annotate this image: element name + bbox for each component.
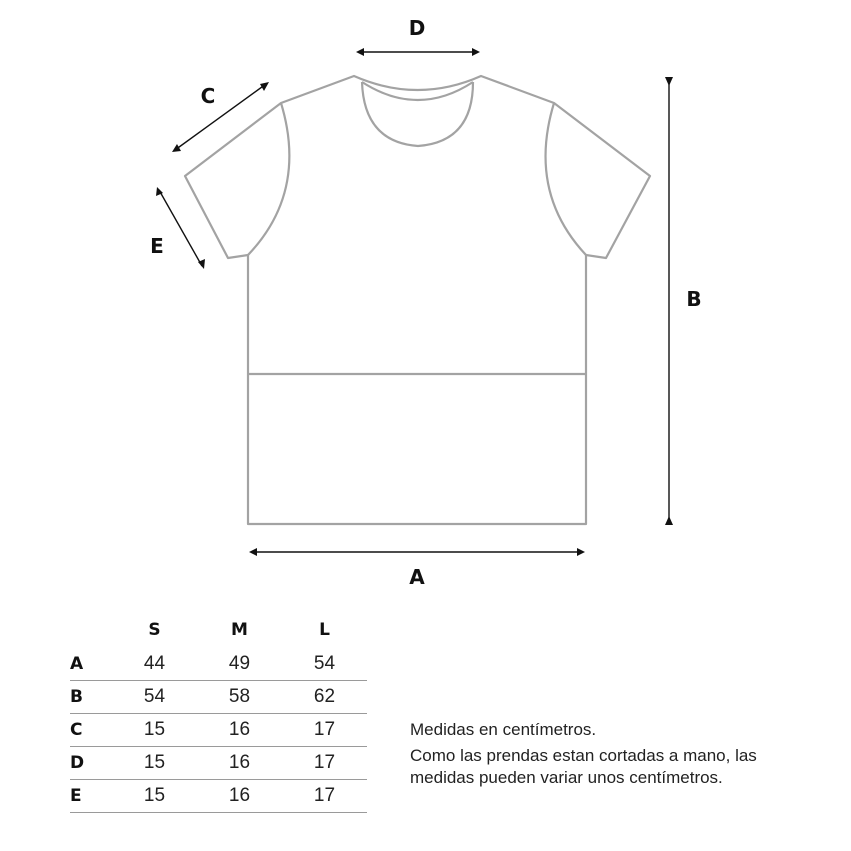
dimension-label-e: E: [150, 234, 164, 258]
measurement-notes: [410, 719, 770, 789]
table-cell: 62: [282, 681, 367, 714]
table-cell: 44: [112, 648, 197, 681]
dimension-label-b: B: [686, 287, 702, 311]
size-header-m: M: [231, 620, 248, 640]
unit-note: Medidas en centímetros.: [410, 720, 597, 739]
table-row: [70, 648, 367, 681]
table-cell: 16: [197, 747, 282, 780]
table-cell: 16: [197, 714, 282, 747]
table-cell: 16: [197, 780, 282, 813]
tshirt-outline: [185, 76, 650, 524]
dimension-label-d: D: [408, 16, 426, 40]
size-header-row: [70, 612, 367, 648]
table-row: [70, 780, 367, 813]
table-row: [70, 714, 367, 747]
size-table: [70, 612, 367, 813]
table-cell: 17: [282, 747, 367, 780]
table-cell: 58: [197, 681, 282, 714]
row-label: E: [70, 780, 112, 813]
table-cell: 49: [197, 648, 282, 681]
table-row: [70, 747, 367, 780]
row-label: C: [70, 714, 112, 747]
size-header-l: L: [319, 620, 330, 640]
row-label: D: [70, 747, 112, 780]
left-armhole-seam: [248, 103, 289, 255]
size-header-s: S: [148, 620, 161, 640]
row-label: B: [70, 681, 112, 714]
dimension-arrow-b: [665, 77, 673, 525]
table-cell: 17: [282, 714, 367, 747]
table-cell: 15: [112, 714, 197, 747]
row-label: A: [70, 648, 112, 681]
dimension-label-c: C: [200, 84, 216, 108]
table-row: [70, 681, 367, 714]
table-cell: 54: [112, 681, 197, 714]
table-cell: 17: [282, 780, 367, 813]
dimension-label-a: A: [409, 565, 425, 589]
size-table-corner: [70, 612, 112, 648]
table-cell: 15: [112, 747, 197, 780]
variation-disclaimer: Como las prendas estan cortadas a mano, las medidas pueden variar unos centímetros.: [410, 746, 757, 787]
right-armhole-seam: [546, 103, 586, 255]
table-cell: 15: [112, 780, 197, 813]
dimension-arrow-c: [172, 82, 269, 152]
dimension-arrow-a: [249, 548, 585, 556]
dimension-arrow-d: [356, 48, 480, 56]
table-cell: 54: [282, 648, 367, 681]
